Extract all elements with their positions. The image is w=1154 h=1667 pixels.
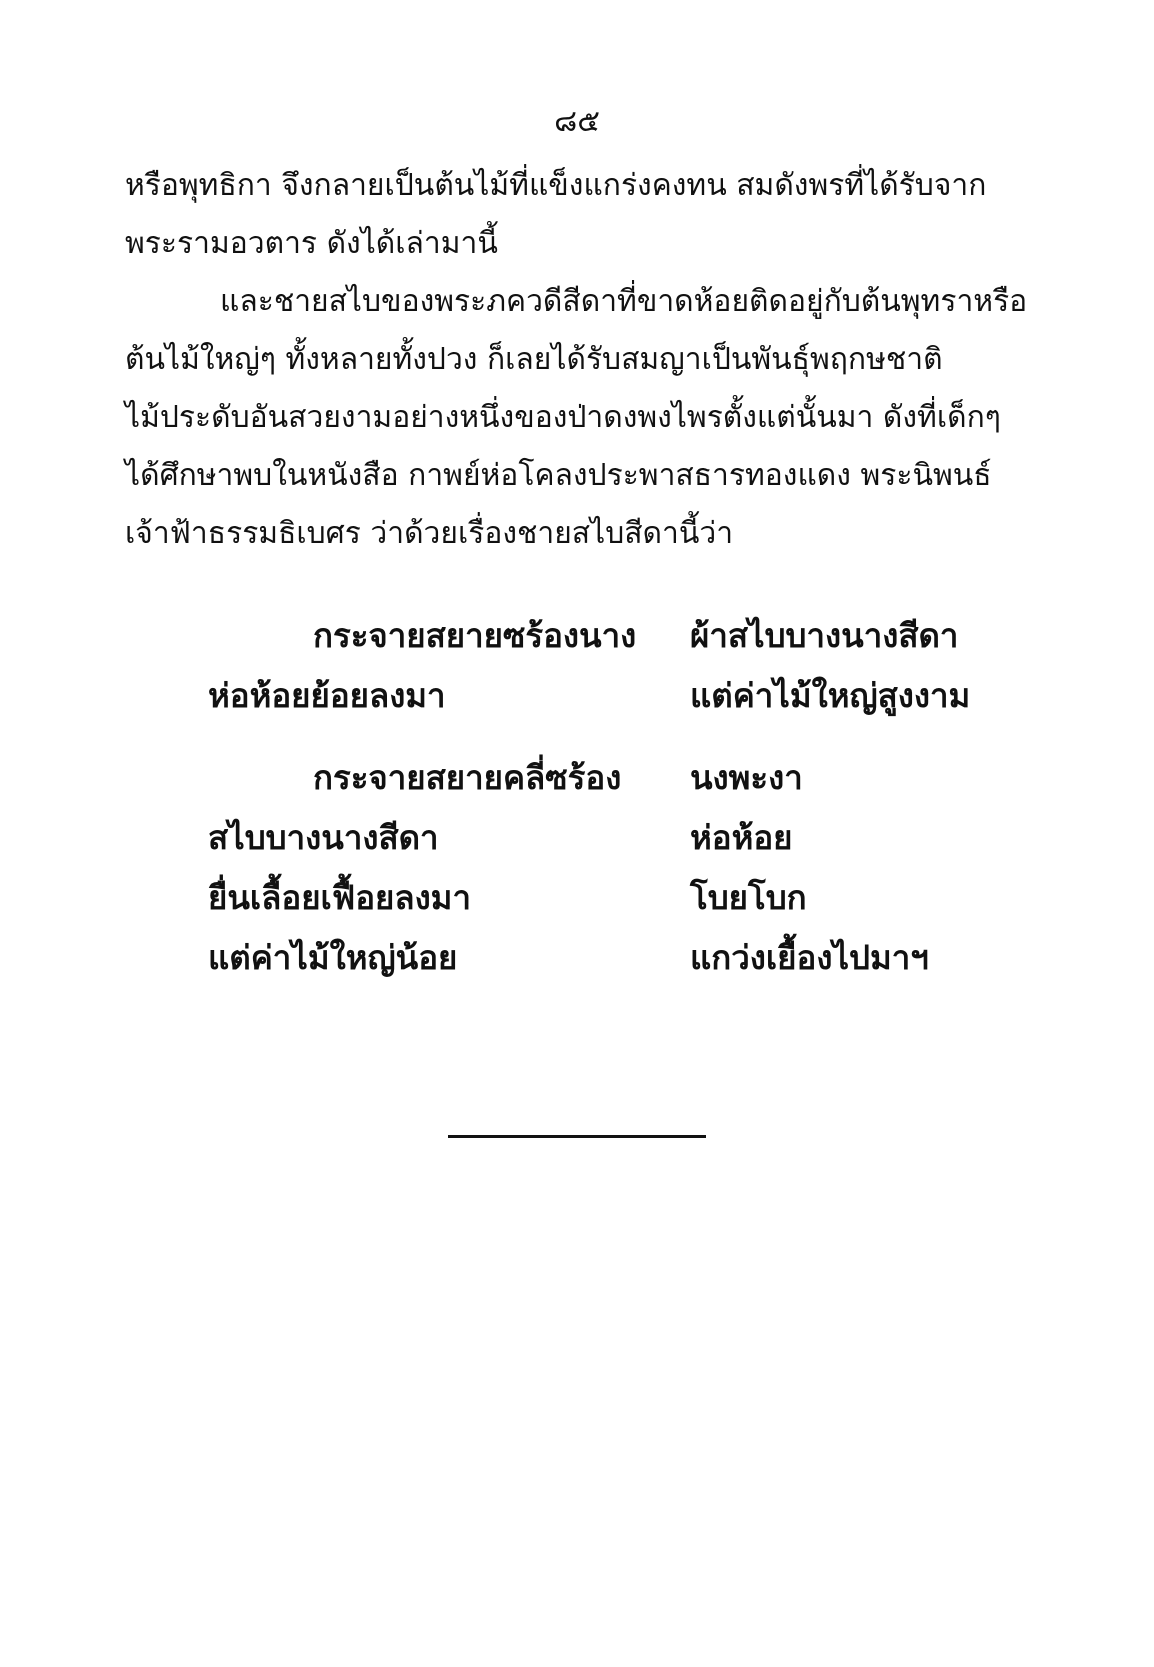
prose-line-indented: และชายสไบของพระภควดีสีดาที่ขาดห้อยติดอยู่กับต้นพุทราหรือ	[220, 284, 1028, 319]
verse-line-left: ยื่นเลื้อยเฟื้อยลงมา	[208, 878, 471, 917]
verse-line-right: โบยโบก	[690, 878, 807, 917]
prose-line: เจ้าฟ้าธรรมธิเบศร ว่าด้วยเรื่องชายสไบสีดานี้ว่า	[125, 516, 734, 551]
verse-line-left: กระจายสยายคลี่ซร้อง	[313, 758, 622, 797]
verse-line-right: แต่ค่าไม้ใหญ่สูงงาม	[690, 676, 971, 715]
page-number: ๘๕	[554, 104, 600, 139]
prose-line: ได้ศึกษาพบในหนังสือ กาพย์ห่อโคลงประพาสธารทองแดง พระนิพนธ์	[125, 458, 992, 493]
verse-line-right: นงพะงา	[690, 758, 803, 797]
verse-line-right: ห่อห้อย	[690, 818, 793, 857]
verse-line-right: แกว่งเยื้องไปมาฯ	[690, 938, 929, 977]
prose-line: ต้นไม้ใหญ่ๆ ทั้งหลายทั้งปวง ก็เลยได้รับสมญาเป็นพันธุ์พฤกษชาติ	[125, 342, 943, 377]
verse-line-right: ผ้าสไบบางนางสีดา	[690, 616, 959, 655]
prose-line: พระรามอวตาร ดังได้เล่ามานี้	[125, 226, 498, 261]
prose-line: หรือพุทธิกา จึงกลายเป็นต้นไม้ที่แข็งแกร่งคงทน สมดังพรที่ได้รับจาก	[125, 168, 987, 203]
verse-line-left: ห่อห้อยย้อยลงมา	[208, 676, 446, 715]
verse-line-left: กระจายสยายซร้องนาง	[313, 616, 637, 655]
verse-line-left: สไบบางนางสีดา	[208, 818, 439, 857]
verse-line-left: แต่ค่าไม้ใหญ่น้อย	[208, 938, 458, 977]
section-divider-rule	[448, 1135, 706, 1138]
prose-line: ไม้ประดับอันสวยงามอย่างหนึ่งของป่าดงพงไพรตั้งแต่นั้นมา ดังที่เด็กๆ	[125, 400, 1001, 435]
